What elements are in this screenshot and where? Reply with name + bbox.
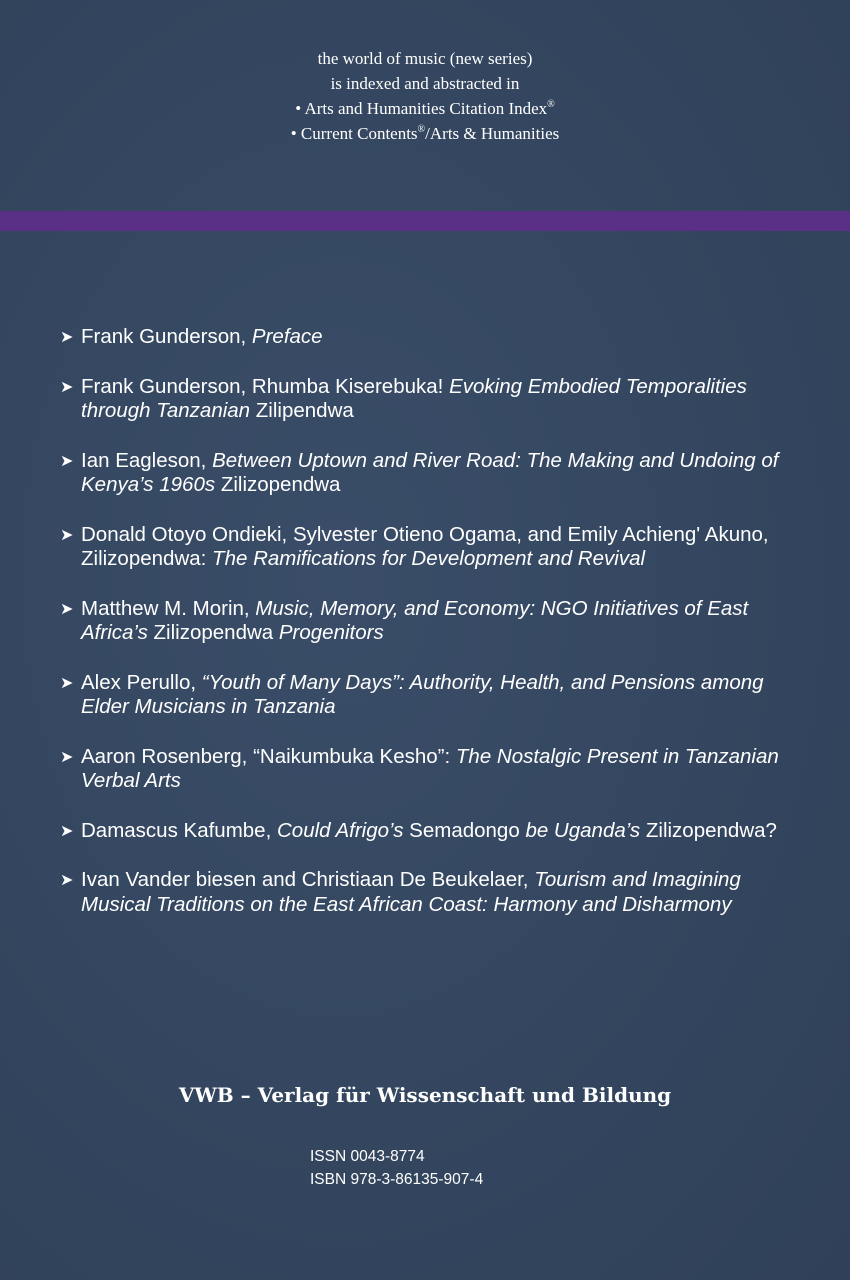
contents-entry [60, 819, 800, 844]
isbn: ISBN 978-3-86135-907-4 [310, 1171, 484, 1188]
contents-entry [60, 375, 800, 424]
purple-divider-stripe [0, 211, 850, 231]
entry-title-part: Zilizopendwa? [645, 818, 777, 842]
arrow-bullet-icon: ➤ [60, 452, 74, 470]
indexed-statement: is indexed and abstracted in [330, 74, 520, 93]
entry-authors: Frank Gunderson, Rhumba Kiserebuka! [81, 374, 450, 398]
arrow-bullet-icon: ➤ [60, 872, 74, 889]
entry-title-part: Progenitors [278, 621, 384, 644]
index-current-contents: • Current Contents®/Arts & Humanities [290, 124, 560, 143]
entry-authors: Donald Otoyo Ondieki, Sylvester Otieno Ogama, and Emily Achieng' Akuno, [81, 522, 769, 546]
entry-authors: Matthew M. Morin, [81, 596, 256, 620]
entry-title-part: Zilizopendwa [153, 621, 279, 644]
contents-entry [60, 597, 800, 646]
indexing-note [0, 46, 850, 146]
entry-title-part: Semadongo [409, 818, 526, 842]
entry-title-part: Tourism and Imagining Musical Traditions on the East African Coast: Harmony and Disharmony [81, 868, 741, 916]
entry-title-part: Could Afrigo’s [276, 818, 410, 842]
entry-authors: Frank Gunderson, [81, 325, 252, 348]
issn: ISSN 0043-8774 [310, 1148, 425, 1165]
entry-title-part: Between Uptown and River Road: The Making and Undoing of Kenya’s 1960s [81, 448, 779, 496]
entry-title-part: Zilizopendwa [220, 473, 341, 496]
contents-entry [60, 745, 800, 794]
contents-entry [60, 325, 800, 350]
entry-title-part: Zilizopendwa: [81, 547, 213, 570]
arrow-bullet-icon: ➤ [60, 378, 74, 396]
arrow-bullet-icon: ➤ [60, 748, 74, 766]
contents-entry [60, 671, 800, 720]
series-title: the world of music (new series) [317, 49, 533, 68]
entry-authors: Alex Perullo, [81, 670, 202, 694]
entry-title-part: Music, Memory, and Economy: NGO Initiatives of East Africa’s [81, 596, 749, 644]
entry-authors: Ivan Vander biesen and Christiaan De Beukelaer, [81, 868, 535, 891]
entry-authors: Ian Eagleson, [81, 448, 213, 472]
entry-title-part: The Nostalgic Present in Tanzanian Verbal Arts [81, 744, 779, 792]
contents-list [60, 325, 800, 942]
entry-title-part: “Naikumbuka Kesho”: [253, 744, 456, 768]
arrow-bullet-icon: ➤ [60, 600, 74, 618]
entry-title-part: “Youth of Many Days”: Authority, Health, and Pensions among Elder Musicians in Tanzania [81, 670, 764, 718]
entry-title-part: be Uganda’s [525, 818, 646, 842]
entry-title-part: Zilipendwa [255, 399, 354, 422]
entry-title-part: Preface [251, 325, 323, 348]
index-ahci: • Arts and Humanities Citation Index® [295, 99, 555, 118]
publisher-name: VWB – Verlag für Wissenschaft und Bildung [178, 1083, 672, 1107]
contents-entry [60, 868, 800, 917]
contents-entry [60, 523, 800, 572]
arrow-bullet-icon: ➤ [60, 526, 74, 544]
contents-entry [60, 449, 800, 498]
entry-title-part: The Ramifications for Development and Revival [212, 547, 646, 570]
entry-authors: Aaron Rosenberg, [81, 744, 254, 768]
identifier-block [310, 1145, 483, 1191]
entry-authors: Damascus Kafumbe, [81, 818, 277, 842]
arrow-bullet-icon: ➤ [60, 329, 74, 346]
arrow-bullet-icon: ➤ [60, 822, 74, 840]
entry-title-part: Evoking Embodied Temporalities through Tanzanian [81, 374, 747, 422]
arrow-bullet-icon: ➤ [60, 674, 74, 692]
